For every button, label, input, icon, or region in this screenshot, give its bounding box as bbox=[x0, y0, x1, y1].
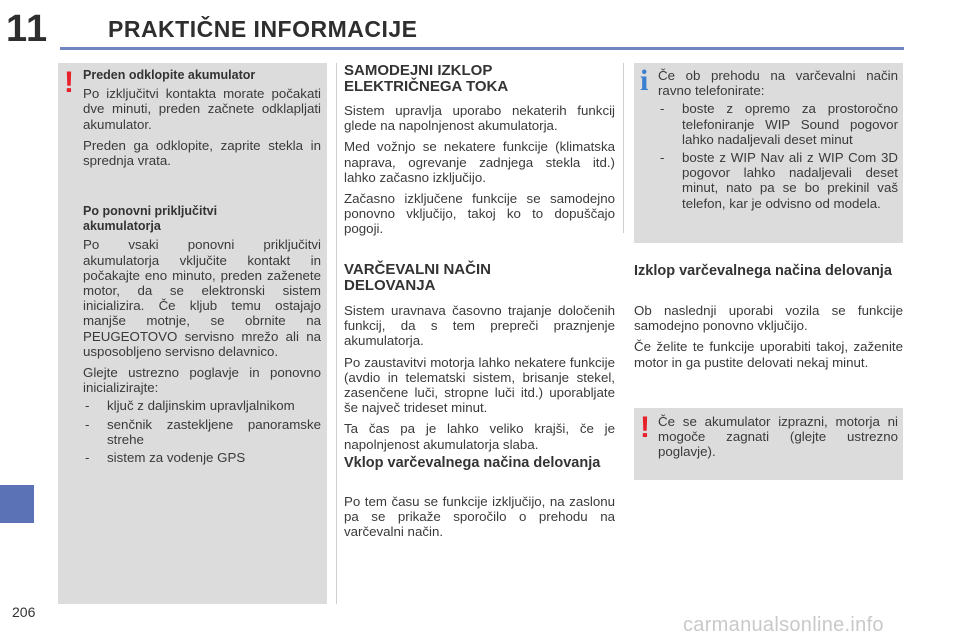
column-divider bbox=[623, 63, 624, 233]
subsection-title-enable: Vklop varčevalnega načina delovanja bbox=[344, 455, 601, 471]
reconnect-title: Po ponovni priključitvi akumulatorja bbox=[83, 204, 218, 234]
list-item: - boste z opremo za prostoročno telefoniranje WIP Sound pogovor lahko nadaljevali deset minut bbox=[658, 101, 898, 147]
body-paragraph: Po tem času se funkcije izključijo, na zaslonu pa se prikaže sporočilo o prehodu na varčevalni način. bbox=[344, 494, 615, 540]
list-item: - ključ z daljinskim upravljalnikom bbox=[83, 398, 321, 413]
chapter-number: 11 bbox=[6, 8, 49, 50]
page-number: 206 bbox=[12, 604, 36, 620]
list-item: - senčnik zastekljene panoramske strehe bbox=[83, 417, 321, 447]
watermark: carmanualsonline.info bbox=[683, 614, 884, 636]
warning-icon: ! bbox=[640, 411, 650, 444]
section-title-auto-cutoff: SAMODEJNI IZKLOP ELEKTRIČNEGA TOKA bbox=[344, 62, 509, 95]
reconnect-paragraph: Po vsaki ponovni priključitvi akumulatorja vključite kontakt in počakajte eno minuto, preden zaženete motor, da se elektronski sistem inicializira. Če kljub temu ostajajo manjše motnje, se obrnite na PEUGEOTOVO servisno mrežo ali na usposobljeno servisno delavnico. bbox=[83, 237, 321, 359]
subsection-title-disable: Izklop varčevalnega načina delovanja bbox=[634, 263, 892, 279]
header-rule bbox=[60, 47, 904, 50]
body-paragraph: Ob naslednji uporabi vozila se funkcije samodejno ponovno vključijo. bbox=[634, 303, 903, 334]
body-paragraph: Sistem uravnava časovno trajanje določenih funkcij, da s tem prepreči praznjenje akumulatorja. bbox=[344, 303, 615, 349]
economy-mode-text bbox=[344, 303, 615, 458]
chapter-side-tab bbox=[0, 485, 34, 523]
battery-warning-text: Če se akumulator izprazni, motorja ni mogoče zagnati (glejte ustrezno poglavje). bbox=[658, 414, 898, 460]
body-paragraph: Sistem upravlja uporabo nekaterih funkcij glede na napolnjenost akumulatorja. bbox=[344, 103, 615, 134]
warning-paragraph: Po izključitvi kontakta morate počakati dve minuti, preden začnete odklapljati akumulator. bbox=[83, 86, 321, 132]
warning-title: Preden odklopite akumulator bbox=[83, 68, 256, 82]
chapter-title: PRAKTIČNE INFORMACIJE bbox=[108, 16, 418, 42]
battery-reconnect-note bbox=[83, 204, 321, 468]
column-divider bbox=[336, 63, 337, 604]
section-title-economy-mode: VARČEVALNI NAČIN DELOVANJA bbox=[344, 261, 491, 294]
body-paragraph: Začasno izključene funkcije se samodejno ponovno vključijo, takoj ko to dopuščajo pogoji. bbox=[344, 191, 615, 237]
list-item: - sistem za vodenje GPS bbox=[83, 450, 321, 465]
warning-icon: ! bbox=[64, 66, 74, 99]
info-icon: i bbox=[640, 64, 649, 97]
body-paragraph: Če želite te funkcije uporabiti takoj, zaženite motor in ga pustite delovati nekaj minut. bbox=[634, 339, 903, 370]
enable-text bbox=[344, 494, 615, 546]
body-paragraph: Med vožnjo se nekatere funkcije (klimatska naprava, ogrevanje zadnjega stekla itd.) lahko začasno izključijo. bbox=[344, 139, 615, 185]
reconnect-paragraph: Glejte ustrezno poglavje in ponovno inicializirajte: bbox=[83, 365, 321, 396]
list-item: - boste z WIP Nav ali z WIP Com 3D pogovor lahko nadaljevali deset minut, nato pa se bo prekinil vaš telefon, kar je odvisno od modela. bbox=[658, 150, 898, 211]
warning-paragraph: Preden ga odklopite, zaprite stekla in sprednja vrata. bbox=[83, 137, 321, 169]
info-list bbox=[658, 101, 898, 210]
body-paragraph: Po zaustavitvi motorja lahko nekatere funkcije (avdio in telematski sistem, brisanje stekel, zasenčene luči, stropne luči itd.) uporabljate še največ trideset minut. bbox=[344, 354, 615, 416]
battery-disconnect-warning bbox=[83, 68, 321, 174]
info-text bbox=[658, 68, 898, 214]
info-intro: Če ob prehodu na varčevalni način ravno telefonirate: bbox=[658, 68, 898, 99]
reconnect-list bbox=[83, 398, 321, 465]
body-paragraph: Ta čas pa je lahko veliko krajši, če je napolnjenost akumulatorja slaba. bbox=[344, 421, 615, 452]
disable-text bbox=[634, 303, 903, 376]
auto-cutoff-text bbox=[344, 103, 615, 243]
